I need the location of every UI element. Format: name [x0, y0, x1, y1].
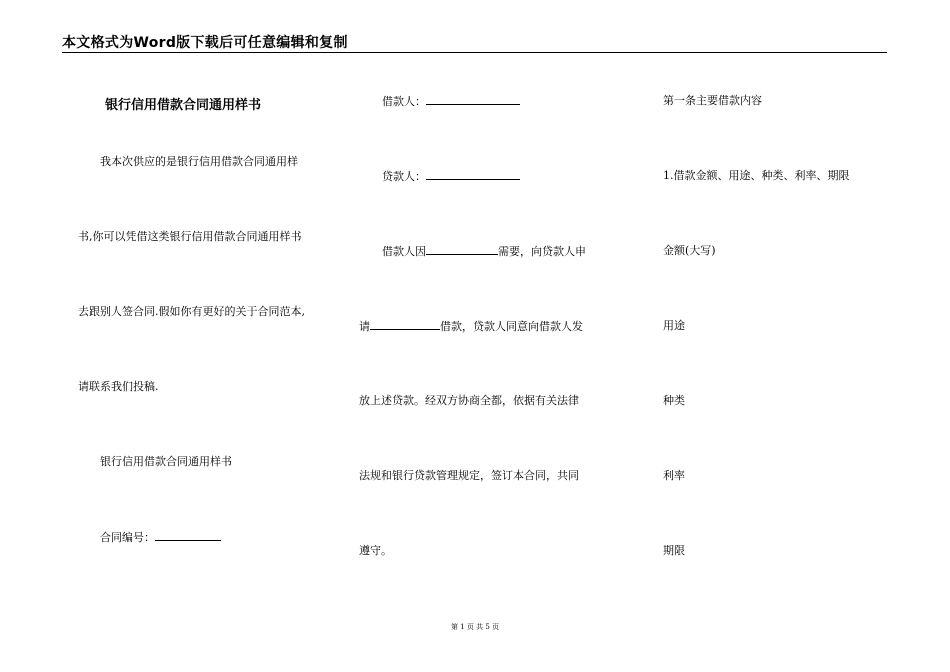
intro-line-2: 书,你可以凭借这类银行信用借款合同通用样书 — [78, 230, 302, 243]
purpose-label: 用途 — [663, 319, 685, 332]
borrower-blank — [426, 94, 520, 105]
lender-field — [382, 169, 520, 184]
type-label: 种类 — [663, 394, 685, 407]
contract-number-field — [100, 530, 221, 545]
lender-blank — [426, 169, 520, 180]
clause-line-2 — [359, 319, 583, 334]
contract-number-blank — [155, 530, 221, 541]
intro-line-4: 请联系我们投稿. — [78, 380, 159, 393]
contract-subtitle: 银行信用借款合同通用样书 — [100, 455, 232, 468]
intro-line-3: 去跟别人签合同.假如你有更好的关于合同范本, — [78, 305, 305, 318]
document-title: 银行信用借款合同通用样书 — [105, 98, 262, 113]
borrower-field — [382, 94, 520, 109]
amount-label: 金额(大写) — [663, 244, 716, 257]
amount-blank — [370, 319, 440, 330]
term-label: 期限 — [663, 544, 685, 557]
borrower-label: 借款人： — [382, 95, 426, 108]
intro-line-1: 我本次供应的是银行信用借款合同通用样 — [100, 155, 298, 168]
clause-line-1 — [382, 244, 586, 259]
clause-line-1-start: 借款人因 — [382, 245, 426, 258]
clause-line-1-end: 需要，向贷款人申 — [498, 245, 586, 258]
document-header-title: 本文格式为Word版下载后可任意编辑和复制 — [62, 35, 348, 51]
lender-label: 贷款人： — [382, 170, 426, 183]
article-1-item-1: 1.借款金额、用途、种类、利率、期限 — [663, 169, 850, 182]
clause-line-5: 遵守。 — [359, 544, 392, 557]
clause-line-2-end: 借款，贷款人同意向借款人发 — [440, 320, 583, 333]
clause-line-4: 法规和银行贷款管理规定，签订本合同，共同 — [359, 469, 579, 482]
header-divider — [62, 52, 887, 53]
article-1-heading: 第一条主要借款内容 — [663, 94, 762, 107]
page-number: 第 1 页 共 5 页 — [450, 623, 500, 631]
clause-line-2-start: 请 — [359, 320, 370, 333]
purpose-blank — [426, 244, 498, 255]
contract-number-label: 合同编号： — [100, 531, 155, 544]
clause-line-3: 放上述贷款。经双方协商全都，依据有关法律 — [359, 394, 579, 407]
rate-label: 利率 — [663, 469, 685, 482]
